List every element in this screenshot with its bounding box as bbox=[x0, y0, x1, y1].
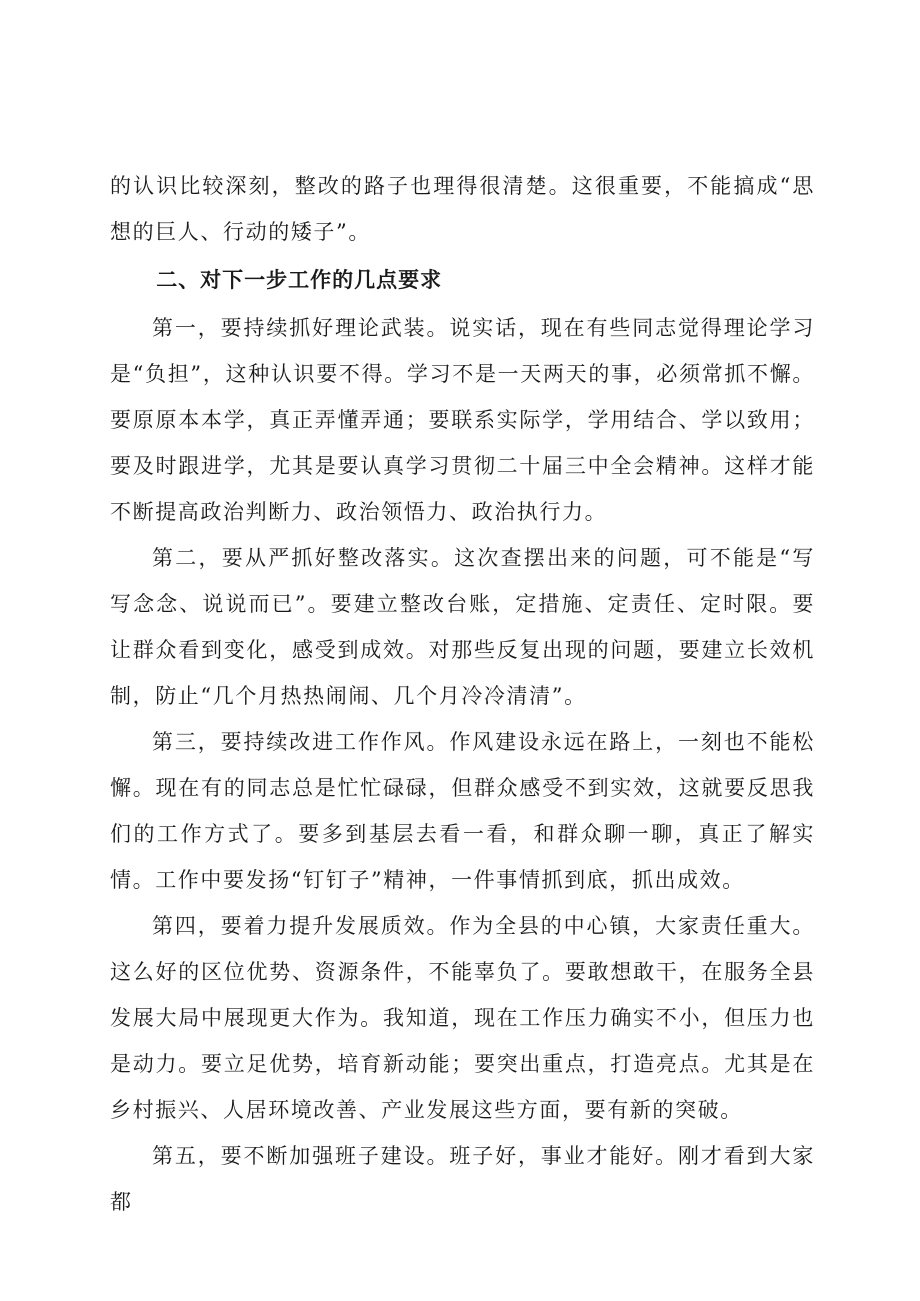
section-heading: 二、对下一步工作的几点要求 bbox=[156, 268, 443, 292]
paragraph-fourth: 第四，要着力提升发展质效。作为全县的中心镇，大家责任重大。这么好的区位优势、资源条件，不能辜负了。要敢想敢干，在服务全县发展大局中展现更大作为。我知道，现在工作压力确实不小，但压力也是动力。要立足优势，培育新动能；要突出重点，打造亮点。尤其是在乡村振兴、人居环境改善、产业发展这些方面，要有新的突破。 bbox=[110, 914, 815, 1122]
paragraph-second: 第二，要从严抓好整改落实。这次查摆出来的问题，可不能是“写写念念、说说而已”。要建立整改台账，定措施、定责任、定时限。要让群众看到变化，感受到成效。对那些反复出现的问题，要建立长效机制，防止“几个月热热闹闹、几个月冷冷清清”。 bbox=[110, 546, 815, 708]
paragraph-first: 第一，要持续抓好理论武装。说实话，现在有些同志觉得理论学习是“负担”，这种认识要不得。学习不是一天两天的事，必须常抓不懈。要原原本本学，真正弄懂弄通；要联系实际学，学用结合、学以致用；要及时跟进学，尤其是要认真学习贯彻二十届三中全会精神。这样才能不断提高政治判断力、政治领悟力、政治执行力。 bbox=[110, 316, 815, 524]
continuation-paragraph: 的认识比较深刻，整改的路子也理得很清楚。这很重要，不能搞成“思想的巨人、行动的矮子”。 bbox=[110, 174, 815, 244]
document-body bbox=[110, 163, 815, 1225]
paragraph-third: 第三，要持续改进工作作风。作风建设永远在路上，一刻也不能松懈。现在有的同志总是忙忙碌碌，但群众感受不到实效，这就要反思我们的工作方式了。要多到基层去看一看，和群众聊一聊，真正了解实情。工作中要发扬“钉钉子”精神，一件事情抓到底，抓出成效。 bbox=[110, 730, 815, 892]
paragraph-fifth: 第五，要不断加强班子建设。班子好，事业才能好。刚才看到大家都 bbox=[110, 1144, 815, 1214]
